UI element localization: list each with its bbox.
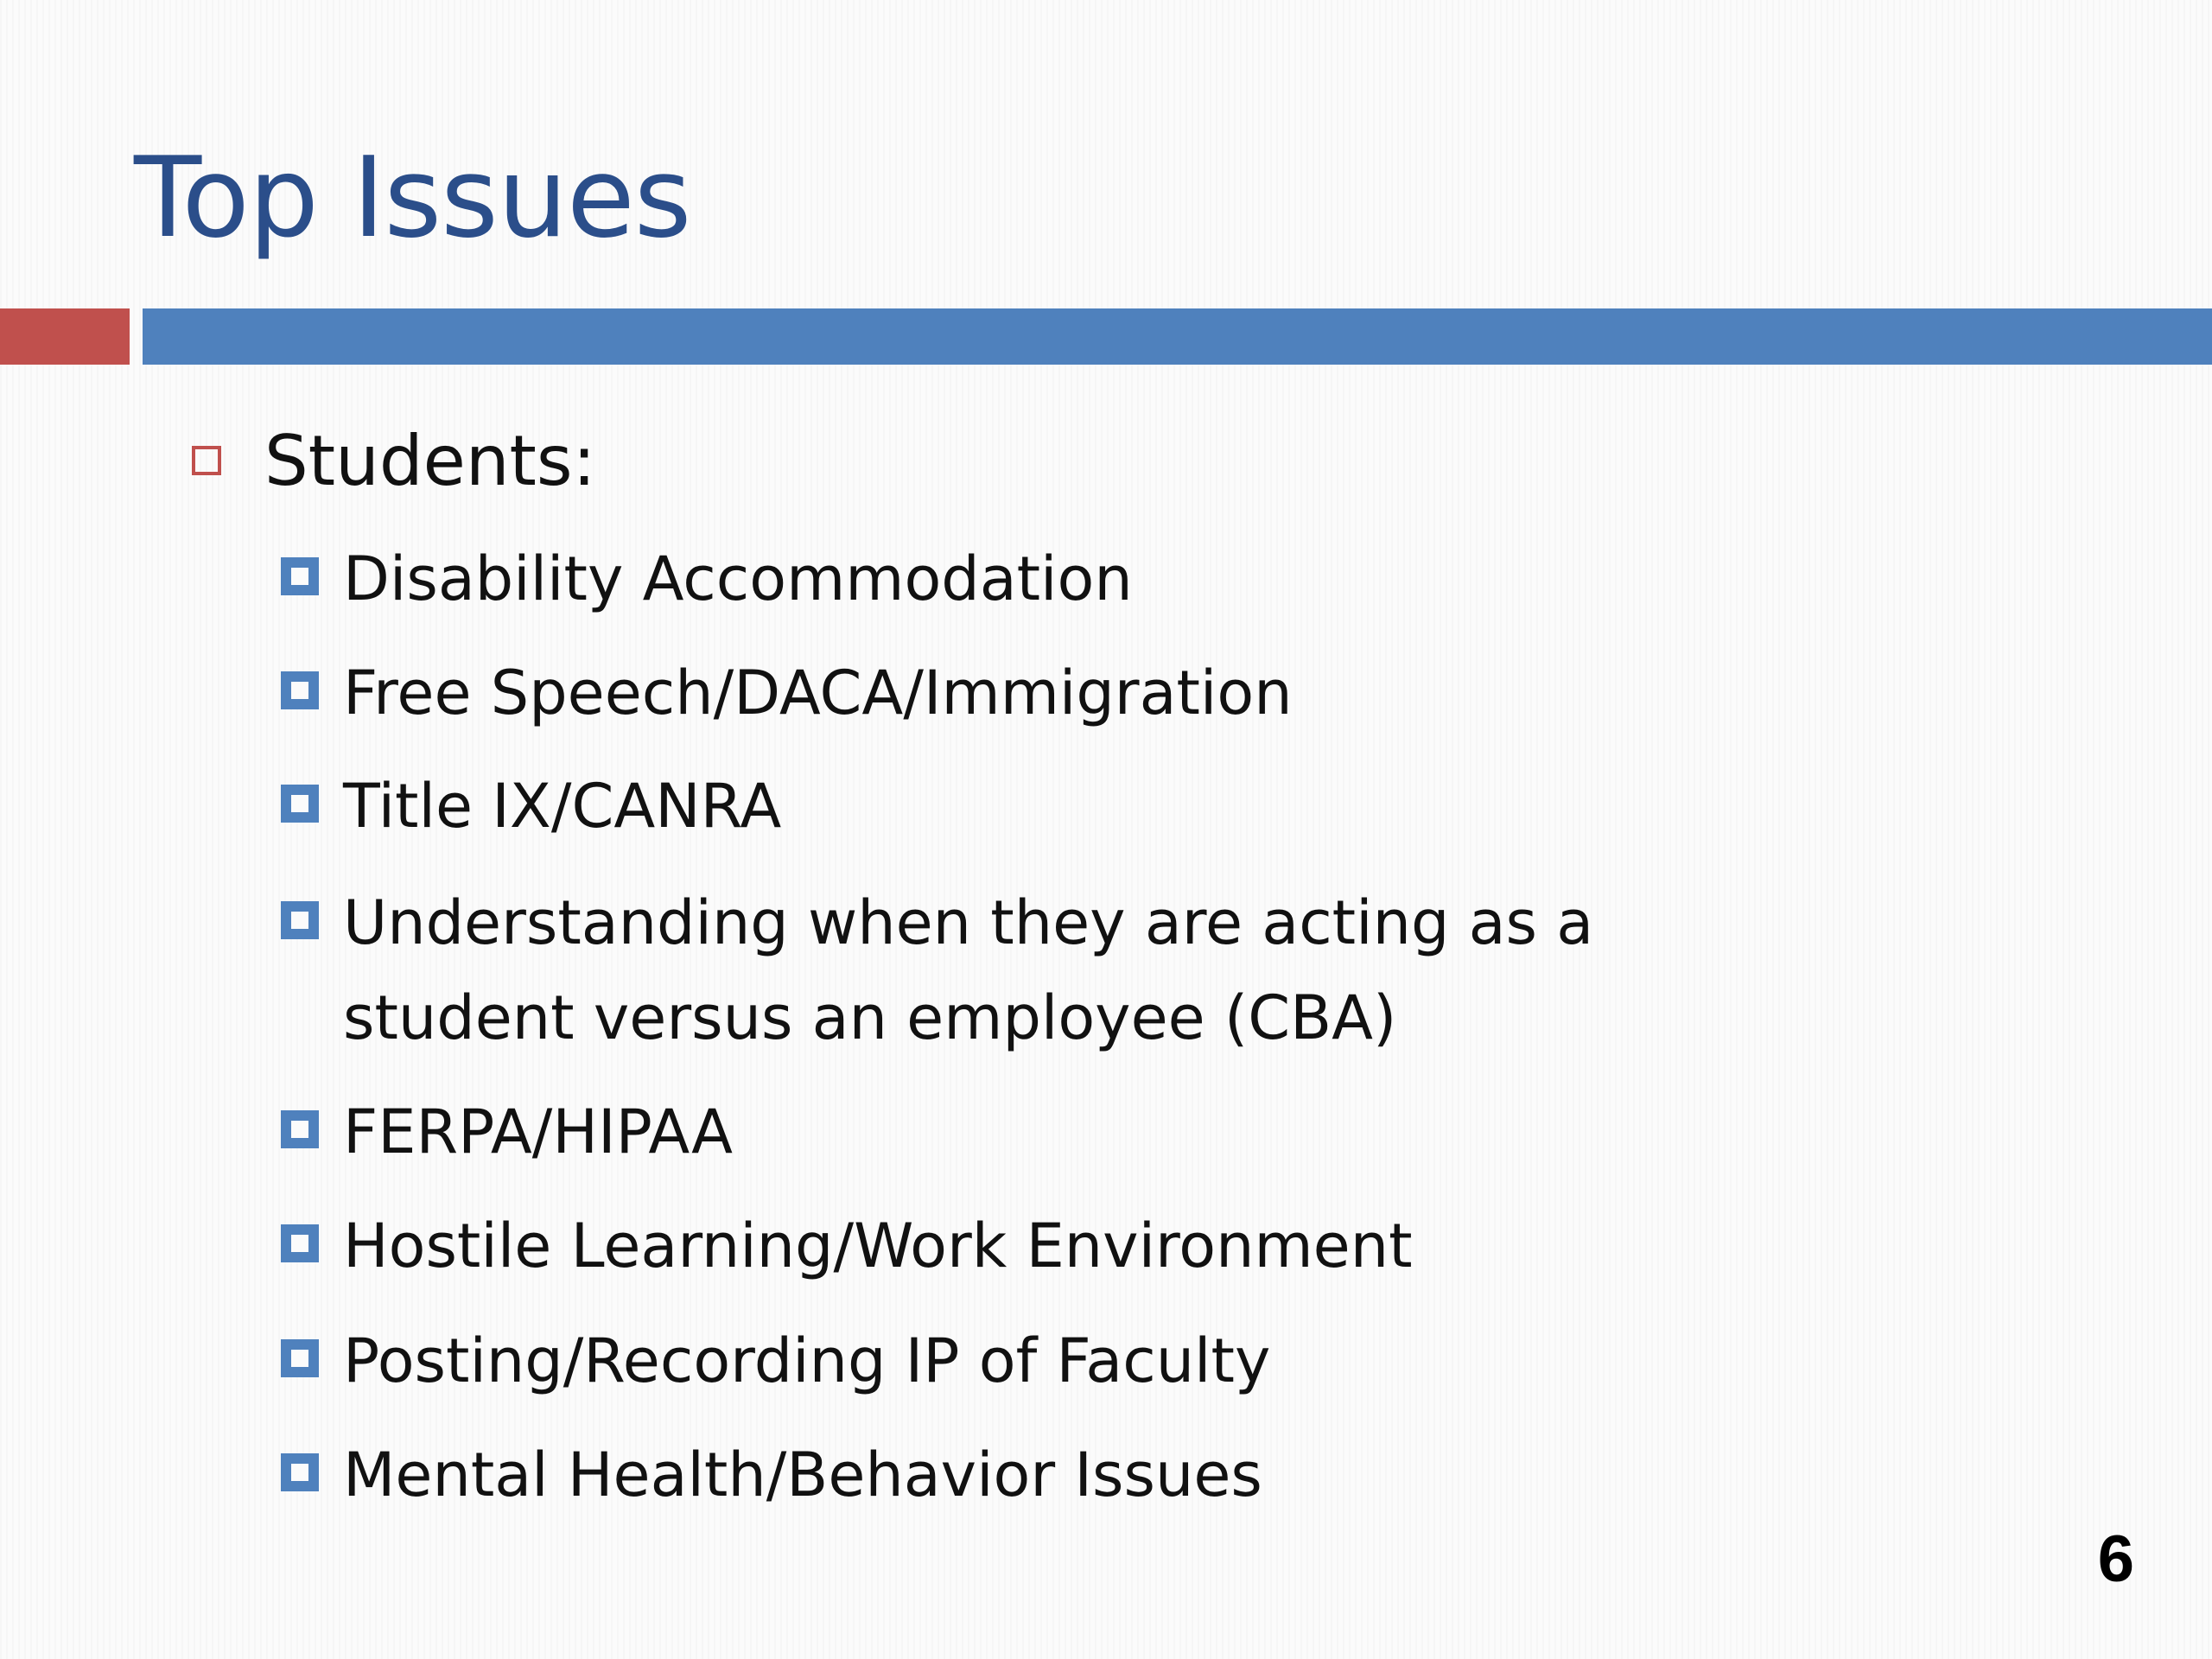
bullet-item-text: Hostile Learning/Work Environment xyxy=(343,1211,1413,1281)
bullet-item xyxy=(281,875,1812,1065)
bullet-item xyxy=(281,645,1293,741)
bullet-item xyxy=(281,1198,1413,1294)
bullet-item-text: Understanding when they are acting as a student versus an employee (CBA) xyxy=(343,887,1594,1053)
title-accent-bar-blue xyxy=(143,308,2212,365)
blue-square-bullet-icon xyxy=(281,1110,319,1148)
blue-square-bullet-icon xyxy=(281,1339,319,1377)
blue-square-bullet-icon xyxy=(281,1453,319,1491)
bullet-item xyxy=(281,531,1133,626)
page-number: 6 xyxy=(2097,1522,2134,1596)
bullet-item-text: Title IX/CANRA xyxy=(343,771,782,842)
bullet-item xyxy=(281,1084,733,1179)
bullet-item-text: Disability Accommodation xyxy=(343,543,1133,614)
bullet-item xyxy=(281,1313,1270,1408)
bullet-item xyxy=(281,759,781,854)
bullet-item-text: Mental Health/Behavior Issues xyxy=(343,1440,1262,1510)
hollow-square-icon xyxy=(192,446,221,475)
bullet-level1-label: Students: xyxy=(264,420,596,501)
blue-square-bullet-icon xyxy=(281,785,319,823)
blue-square-bullet-icon xyxy=(281,557,319,595)
blue-square-bullet-icon xyxy=(281,671,319,709)
bullet-item-text: FERPA/HIPAA xyxy=(343,1096,734,1167)
bullet-item-text: Free Speech/DACA/Immigration xyxy=(343,658,1293,728)
blue-square-bullet-icon xyxy=(281,901,319,939)
bullet-item-text: Posting/Recording IP of Faculty xyxy=(343,1325,1271,1396)
title-accent-bar-red xyxy=(0,308,130,365)
bullet-level1-students xyxy=(192,413,596,508)
blue-square-bullet-icon xyxy=(281,1224,319,1262)
slide-title: Top Issues xyxy=(134,134,691,263)
bullet-item xyxy=(281,1427,1262,1522)
